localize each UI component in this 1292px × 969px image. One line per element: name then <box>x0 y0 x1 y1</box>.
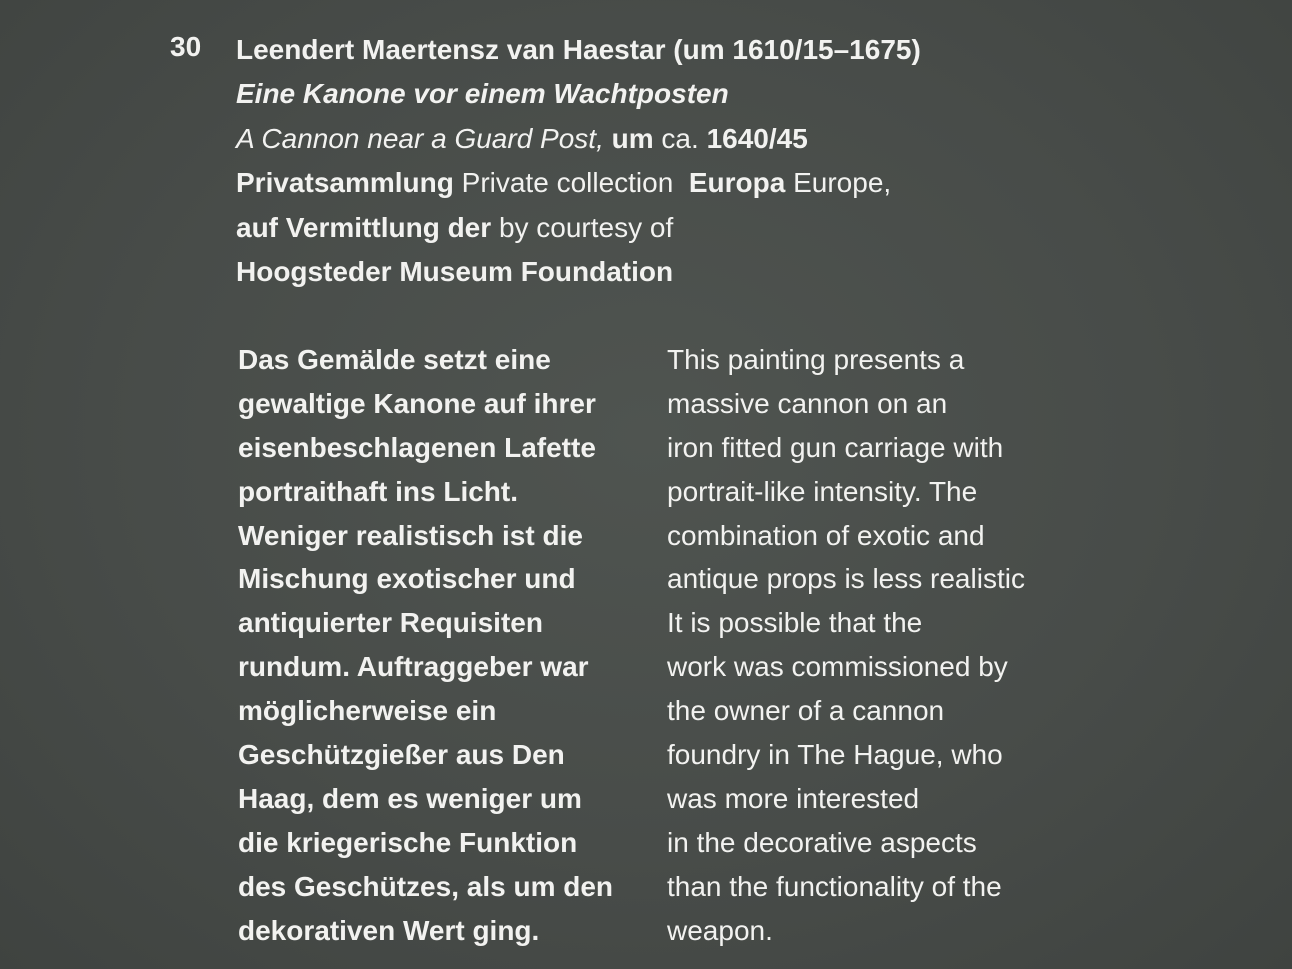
description-de-line: Haag, dem es weniger um <box>238 782 582 814</box>
description-en-line: massive cannon on an <box>667 387 948 419</box>
description-en-line: than the functionality of the <box>667 870 1002 902</box>
description-en-line: This painting presents a <box>667 344 965 375</box>
description-en-line: in the decorative aspects <box>667 826 977 858</box>
lender-line <box>236 250 1136 294</box>
description-de-line: dekorativen Wert ging. <box>238 914 540 946</box>
collection-german: Privatsammlung <box>236 167 454 199</box>
description-de-line: eisenbeschlagenen Lafette <box>238 431 596 463</box>
description-de-line: die kriegerische Funktion <box>238 826 578 858</box>
location-english: Europe, <box>793 167 892 199</box>
description-en-line: iron fitted gun carriage with <box>667 431 1004 463</box>
description-de-line: rundum. Auftraggeber war <box>238 651 589 683</box>
description-de-line: des Geschützes, als um den <box>238 870 614 902</box>
description-de-line: gewaltige Kanone auf ihrer <box>238 387 596 419</box>
description-en-line: portrait-like intensity. The <box>667 475 978 507</box>
date-prefix-english: ca. <box>661 122 699 154</box>
description-en-line: weapon. <box>667 914 773 946</box>
artist-name: Leendert Maertensz van Haestar (um 1610/15–1675) <box>236 34 921 65</box>
label-header <box>236 28 1136 294</box>
description-en-line: work was commissioned by <box>667 651 1008 683</box>
description-de-line: Das Gemälde setzt eine <box>238 344 551 375</box>
artist-line <box>236 28 1136 72</box>
description-en-line: was more interested <box>667 782 920 814</box>
description-en-line: antique props is less realistic <box>667 563 1025 595</box>
title-english: A Cannon near a Guard Post, <box>236 122 604 154</box>
description-english <box>667 338 1087 952</box>
collection-english: Private collection <box>461 167 674 199</box>
location-german: Europa <box>688 167 786 199</box>
description-de-line: Geschützgießer aus Den <box>238 739 565 771</box>
date-prefix-german: um <box>611 122 654 154</box>
lender-name: Hoogsteder Museum Foundation <box>236 255 674 287</box>
description-en-line: the owner of a cannon <box>667 695 945 727</box>
courtesy-line <box>236 206 1136 250</box>
artwork-date: 1640/45 <box>706 122 808 154</box>
collection-line <box>236 161 1136 205</box>
description-en-line: foundry in The Hague, who <box>667 739 1003 771</box>
catalog-number: 30 <box>170 31 202 62</box>
description-de-line: möglicherweise ein <box>238 695 497 727</box>
description-en-line: It is possible that the <box>667 607 923 639</box>
title-en-line <box>236 117 1136 161</box>
description-en-line: combination of exotic and <box>667 519 985 551</box>
title-de-line <box>236 72 1136 116</box>
description-de-line: Mischung exotischer und <box>238 563 576 595</box>
description-de-line: antiquierter Requisiten <box>238 607 543 639</box>
courtesy-english: by courtesy of <box>498 211 674 243</box>
description-de-line: portraithaft ins Licht. <box>238 475 518 507</box>
title-german: Eine Kanone vor einem Wachtposten <box>236 78 729 110</box>
description-german <box>238 338 658 952</box>
courtesy-german: auf Vermittlung der <box>236 211 492 243</box>
description-de-line: Weniger realistisch ist die <box>238 519 583 551</box>
